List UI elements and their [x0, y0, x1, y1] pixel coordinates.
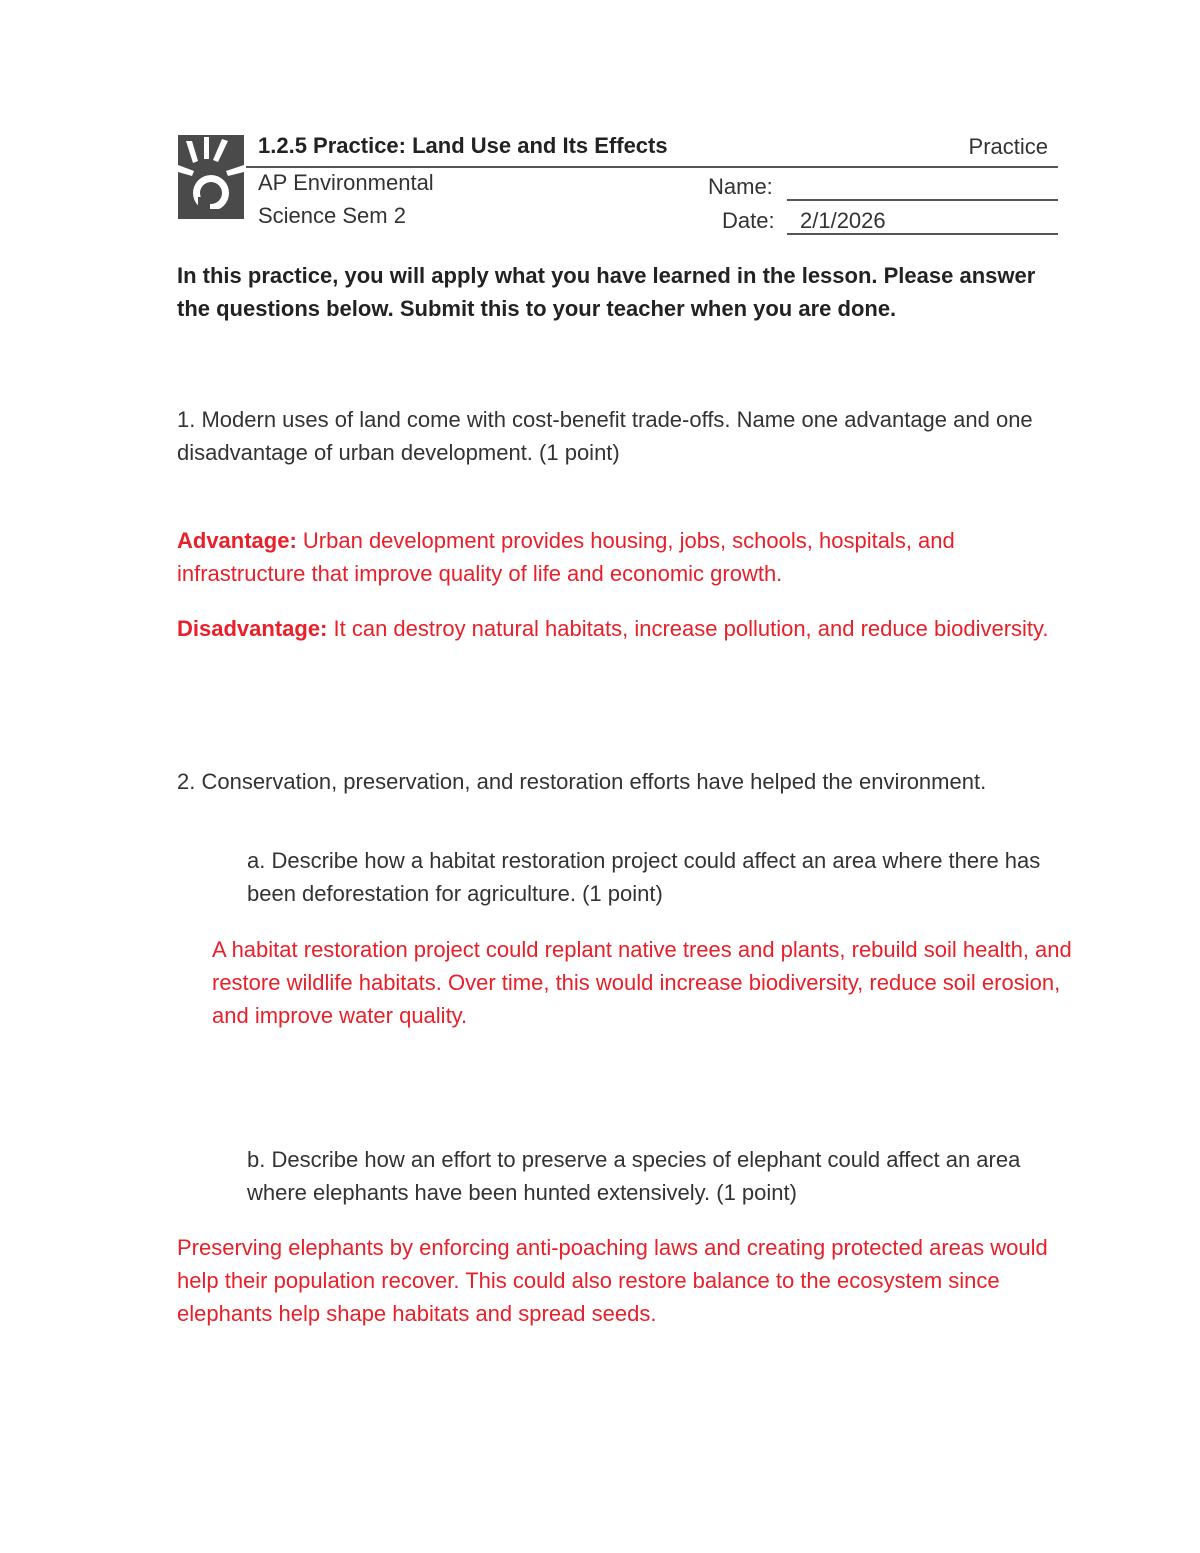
header-divider: [246, 166, 1058, 168]
name-field[interactable]: [787, 199, 1058, 201]
date-underline: [787, 233, 1058, 235]
course-name-line2: Science Sem 2: [258, 203, 406, 228]
answer-2b: Preserving elephants by enforcing anti-poaching laws and creating protected areas would help their population recover. This could also restore balance to the ecosystem since elephants help shape habitats and spread seeds.: [177, 1235, 1048, 1326]
instructions: In this practice, you will apply what you have learned in the lesson. Please answer the questions below. Submit this to your teacher when you are done.: [177, 263, 1036, 321]
question-2a-prompt: a. Describe how a habitat restoration project could affect an area where there has been deforestation for agriculture. (1 point): [247, 848, 1041, 906]
question-2-prompt: 2. Conservation, preservation, and restoration efforts have helped the environment.: [177, 769, 987, 794]
advantage-label: Advantage:: [177, 528, 297, 553]
name-label: Name:: [708, 174, 773, 199]
answer-1-advantage: [177, 524, 1057, 590]
question-2b-prompt: b. Describe how an effort to preserve a species of elephant could affect an area where elephants have been hunted extensively. (1 point): [247, 1147, 1021, 1205]
sun-bulb-logo-icon: [178, 135, 244, 219]
page-title: 1.2.5 Practice: Land Use and Its Effects: [258, 133, 668, 158]
question-1-prompt: 1. Modern uses of land come with cost-benefit trade-offs. Name one advantage and one disadvantage of urban development. (1 point): [177, 407, 1033, 465]
answer-1-disadvantage: [177, 612, 1057, 645]
disadvantage-text: It can destroy natural habitats, increase pollution, and reduce biodiversity.: [327, 616, 1049, 641]
date-label: Date:: [722, 208, 775, 233]
document-type: Practice: [968, 134, 1048, 159]
date-field[interactable]: 2/1/2026: [800, 208, 886, 233]
advantage-text: Urban development provides housing, jobs, schools, hospitals, and infrastructure that improve quality of life and economic growth.: [177, 528, 955, 586]
course-name-line1: AP Environmental: [258, 170, 434, 195]
answer-2a: A habitat restoration project could replant native trees and plants, rebuild soil health, and restore wildlife habitats. Over time, this would increase biodiversity, reduce soil erosion, and improve water quality.: [212, 937, 1072, 1028]
disadvantage-label: Disadvantage:: [177, 616, 328, 641]
